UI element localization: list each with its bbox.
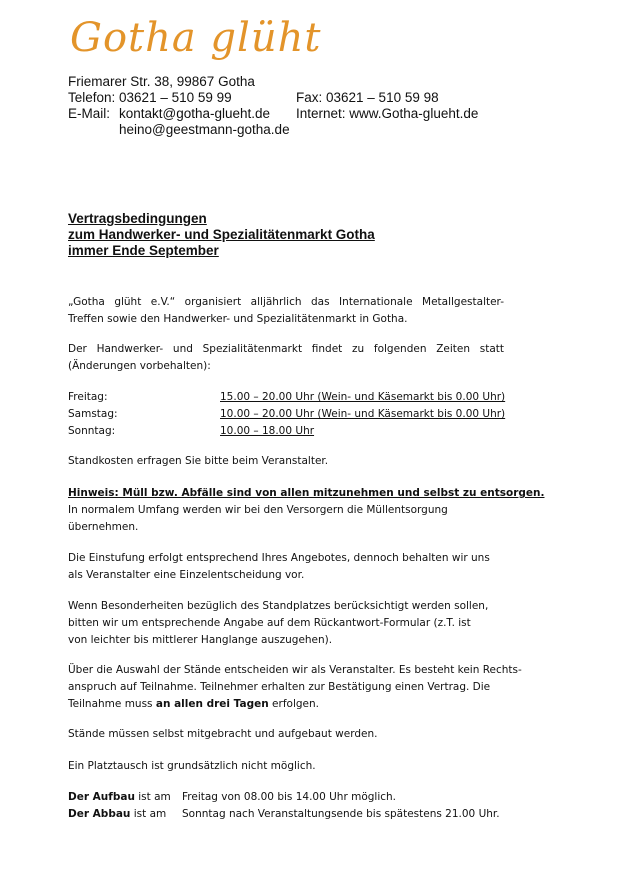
stands-paragraph: Stände müssen selbst mitgebracht und aufgebaut werden. [68,728,378,740]
schedule-time-saturday: 10.00 – 20.00 Uhr (Wein- und Käsemarkt bis 0.00 Uhr) [220,408,506,420]
selection-all-three-days: an allen drei Tagen [155,698,269,710]
setup-label: Der Aufbau ist am [68,791,171,803]
gotha-glueht-logo: Gotha glüht [70,15,322,61]
selection-line2: anspruch auf Teilnahme. Teilnehmer erhalten zur Bestätigung einen Vertrag. Die [68,681,491,693]
waste-notice: Hinweis: Müll bzw. Abfälle sind von allen mitzunehmen und selbst zu entsorgen. [68,487,545,499]
schedule-day-friday: Freitag: [68,391,108,403]
selection-line3: Teilnahme muss an allen drei Tagen erfolgen. [68,698,319,710]
schedule-time-sunday: 10.00 – 18.00 Uhr [220,425,315,437]
address-internet[interactable]: Internet: www.Gotha-glueht.de [296,106,479,121]
teardown-label: Der Abbau ist am [68,808,167,820]
special-requests-line3: von leichter bis mittlerer Hanglange auszugehen). [68,634,333,646]
address-street: Friemarer Str. 38, 99867 Gotha [68,74,255,89]
times-intro-line1: Der Handwerker- und Spezialitätenmarkt findet zu folgenden Zeiten statt [68,343,504,355]
schedule-day-sunday: Sonntag: [68,425,116,437]
teardown-time: Sonntag nach Veranstaltungsende bis spätestens 21.00 Uhr. [182,808,500,820]
schedule-day-saturday: Samstag: [68,408,118,420]
schedule-time-friday: 15.00 – 20.00 Uhr (Wein- und Käsemarkt bis 0.00 Uhr) [220,391,506,403]
address-phone: Telefon: 03621 – 510 59 99 [68,90,232,105]
swap-paragraph: Ein Platztausch ist grundsätzlich nicht möglich. [68,760,316,772]
setup-time: Freitag von 08.00 bis 14.00 Uhr möglich. [182,791,397,803]
address-email-secondary[interactable]: heino@geestmann-gotha.de [119,122,290,137]
address-email-label: E-Mail: [68,106,111,121]
special-requests-line2: bitten wir um entsprechende Angabe auf dem Rückantwort-Formular (z.T. ist [68,617,471,629]
address-fax: Fax: 03621 – 510 59 98 [296,90,439,105]
special-requests-line1: Wenn Besonderheiten bezüglich des Standplatzes berücksichtigt werden sollen, [68,600,489,612]
address-email-primary[interactable]: kontakt@gotha-glueht.de [119,106,271,121]
classification-line1: Die Einstufung erfolgt entsprechend Ihres Angebotes, dennoch behalten wir uns [68,552,490,564]
classification-line2: als Veranstalter eine Einzelentscheidung vor. [68,569,305,581]
selection-line1: Über die Auswahl der Stände entscheiden wir als Veranstalter. Es besteht kein Rechts- [68,664,522,676]
waste-notice-line2: In normalem Umfang werden wir bei den Versorgern die Müllentsorgung [68,504,448,516]
document-subtitle-date: immer Ende September [68,243,219,258]
times-intro-line2: (Änderungen vorbehalten): [68,360,211,372]
document-title: Vertragsbedingungen [68,211,207,226]
costs-paragraph: Standkosten erfragen Sie bitte beim Veranstalter. [68,455,329,467]
document-subtitle: zum Handwerker- und Spezialitätenmarkt Gotha [68,227,375,242]
waste-notice-line3: übernehmen. [68,521,139,533]
intro-paragraph-line1: „Gotha glüht e.V.“ organisiert alljährlich das Internationale Metallgestalter- [68,296,504,308]
intro-paragraph-line2: Treffen sowie den Handwerker- und Spezialitätenmarkt in Gotha. [68,313,408,325]
